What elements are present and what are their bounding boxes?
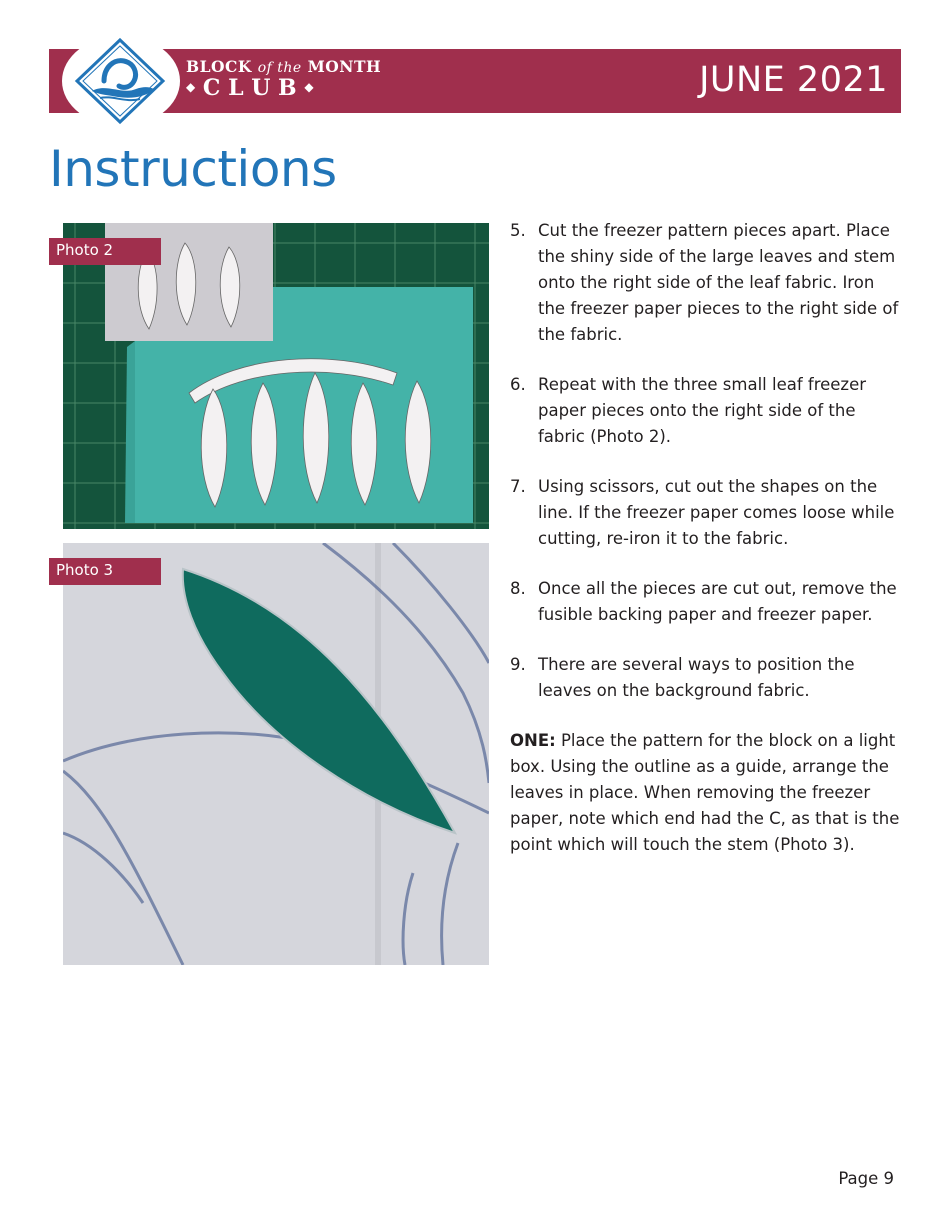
photo-3 [63, 543, 489, 965]
step-number: 9. [510, 655, 526, 674]
club-logo-icon [74, 37, 166, 125]
step-number: 6. [510, 375, 526, 394]
option-one-note [510, 728, 900, 858]
list-item [510, 372, 900, 450]
photo-2-label: Photo 2 [49, 238, 161, 265]
step-number: 5. [510, 221, 526, 240]
brand-wordmark: BLOCK of the MONTH ◆ C L U B ◆ [186, 57, 382, 101]
step-text: Once all the pieces are cut out, remove the fusible backing paper and freezer paper. [538, 579, 897, 624]
list-item [510, 652, 900, 704]
photo-2 [63, 223, 489, 529]
leaf-on-background-photo-icon [63, 543, 489, 965]
instruction-steps [510, 218, 900, 858]
step-text: Repeat with the three small leaf freezer paper pieces onto the right side of the fabric (Photo 2). [538, 375, 867, 446]
fabric-leaves-photo-icon [63, 223, 489, 529]
list-item [510, 218, 900, 348]
page-title: Instructions [49, 140, 337, 198]
step-text: There are several ways to position the leaves on the background fabric. [538, 655, 855, 700]
photo-3-label: Photo 3 [49, 558, 161, 585]
step-number: 8. [510, 579, 526, 598]
list-item [510, 576, 900, 628]
step-text: Cut the freezer pattern pieces apart. Place the shiny side of the large leaves and stem onto the right side of the leaf fabric. Iron the freezer paper pieces to the right side of the fabric. [538, 221, 899, 344]
step-number: 7. [510, 477, 526, 496]
note-text: Place the pattern for the block on a light box. Using the outline as a guide, arrange the leaves in place. When removing the freezer paper, note which end had the C, as that is the point which will touch the stem (Photo 3). [510, 731, 900, 854]
note-label: ONE: [510, 731, 556, 750]
page-number: Page 9 [838, 1169, 894, 1188]
step-text: Using scissors, cut out the shapes on the line. If the freezer paper comes loose while cutting, re-iron it to the fabric. [538, 477, 895, 548]
list-item [510, 474, 900, 552]
issue-date: JUNE 2021 [699, 60, 888, 100]
